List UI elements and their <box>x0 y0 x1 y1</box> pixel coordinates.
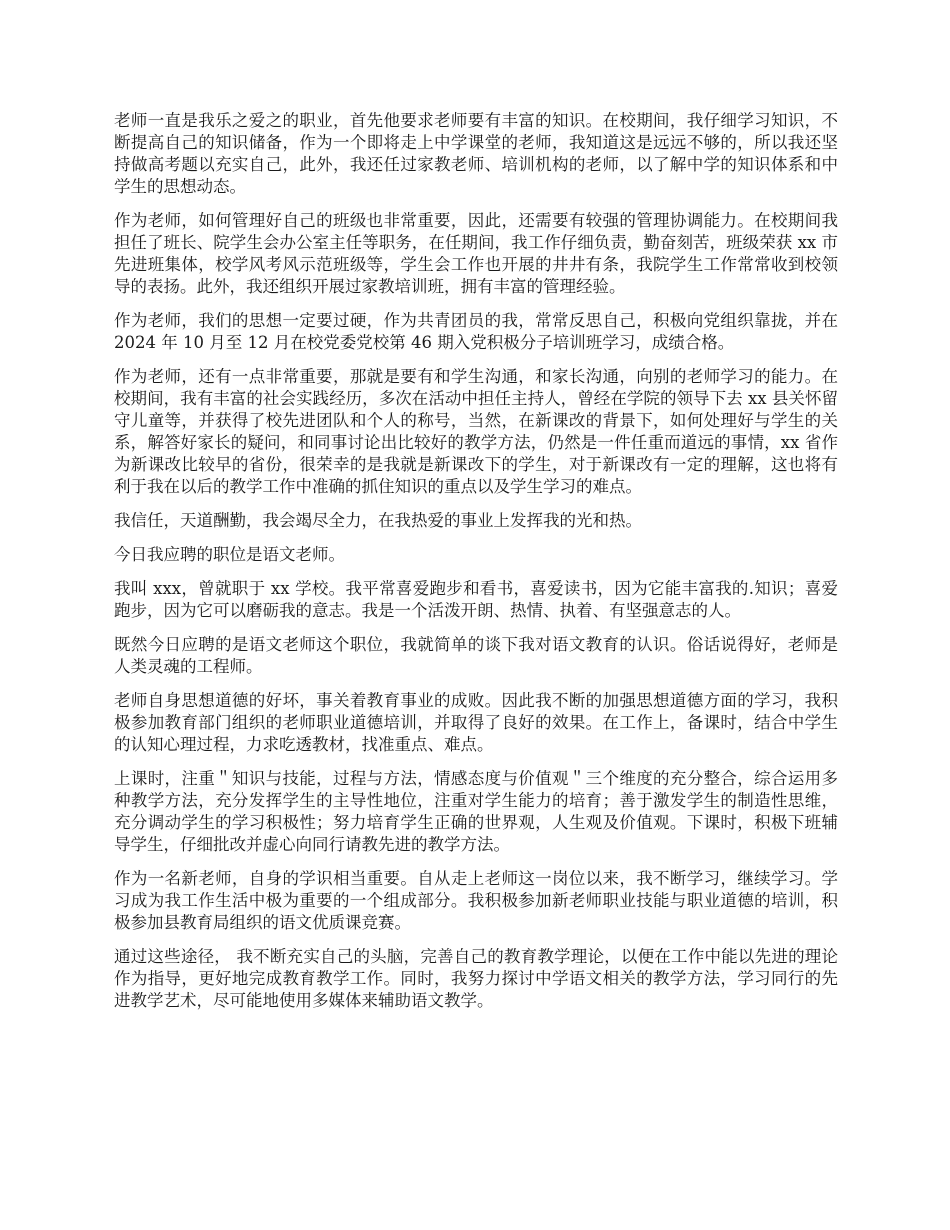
paragraph-7: 我叫 xxx，曾就职于 xx 学校。我平常喜爱跑步和看书，喜爱读书，因为它能丰富我的.知识；喜爱跑步，因为它可以磨砺我的意志。我是一个活泼开朗、热情、执着、有坚强意志的人。 <box>114 579 838 620</box>
paragraph-4: 作为老师，还有一点非常重要，那就是要有和学生沟通，和家长沟通，向别的老师学习的能力。在校期间，我有丰富的社会实践经历，多次在活动中担任主持人，曾经在学院的领导下去 xx 县关怀留守儿童等，并获得了校先进团队和个人的称号，当然，在新课改的背景下，如何处理好与学生的关系，解答好家长的疑问，和同事讨论出比较好的教学方法，仍然是一件任重而道远的事情，xx 省作为新课改比较早的省份，很荣幸的是我就是新课改下的学生，对于新课改有一定的理解，这也将有利于我在以后的教学工作中准确的抓住知识的重点以及学生学习的难点。 <box>114 367 838 496</box>
paragraph-6: 今日我应聘的职位是语文老师。 <box>114 545 345 564</box>
paragraph-5: 我信任，天道酬勤，我会竭尽全力，在我热爱的事业上发挥我的光和热。 <box>114 511 642 530</box>
paragraph-11: 作为一名新老师，自身的学识相当重要。自从走上老师这一岗位以来，我不断学习，继续学习。学习成为我工作生活中极为重要的一个组成部分。我积极参加新老师职业技能与职业道德的培训，积极参加县教育局组织的语文优质课竞赛。 <box>114 869 838 932</box>
paragraph-8: 既然今日应聘的是语文老师这个职位，我就简单的谈下我对语文教育的认识。俗话说得好，老师是人类灵魂的工程师。 <box>114 635 838 676</box>
paragraph-9: 老师自身思想道德的好坏，事关着教育事业的成败。因此我不断的加强思想道德方面的学习，我积极参加教育部门组织的老师职业道德培训，并取得了良好的效果。在工作上，备课时，结合中学生的认知心理过程，力求吃透教材，找准重点、难点。 <box>114 691 838 754</box>
paragraph-10: 上课时，注重＂知识与技能，过程与方法，情感态度与价值观＂三个维度的充分整合，综合运用多种教学方法，充分发挥学生的主导性地位，注重对学生能力的培育；善于激发学生的制造性思维，充分调动学生的学习积极性；努力培育学生正确的世界观，人生观及价值观。下课时，积极下班辅导学生，仔细批改并虚心向同行请教先进的教学方法。 <box>114 769 838 854</box>
paragraph-1: 老师一直是我乐之爱之的职业，首先他要求老师要有丰富的知识。在校期间，我仔细学习知识，不断提高自己的知识储备，作为一个即将走上中学课堂的老师，我知道这是远远不够的，所以我还坚持做高考题以充实自己，此外，我还任过家教老师、培训机构的老师，以了解中学的知识体系和中学生的思想动态。 <box>114 111 838 196</box>
paragraph-12: 通过这些途径， 我不断充实自己的头脑，完善自己的教育教学理论，以便在工作中能以先进的理论作为指导，更好地完成教育教学工作。同时，我努力探讨中学语文相关的教学方法，学习同行的先进教学艺术，尽可能地使用多媒体来辅助语文教学。 <box>114 947 838 1010</box>
paragraph-3: 作为老师，我们的思想一定要过硬，作为共青团员的我，常常反思自己，积极向党组织靠拢，并在 2024 年 10 月至 12 月在校党委党校第 46 期入党积极分子培训班学习，成绩合格。 <box>114 311 838 352</box>
document-body <box>114 110 838 1024</box>
paragraph-2: 作为老师，如何管理好自己的班级也非常重要，因此，还需要有较强的管理协调能力。在校期间我担任了班长、院学生会办公室主任等职务，在任期间，我工作仔细负责，勤奋刻苦，班级荣获 xx 市先进班集体，校学风考风示范班级等，学生会工作也开展的井井有条，我院学生工作常常收到校领导的表扬。此外，我还组织开展过家教培训班，拥有丰富的管理经验。 <box>114 211 838 296</box>
